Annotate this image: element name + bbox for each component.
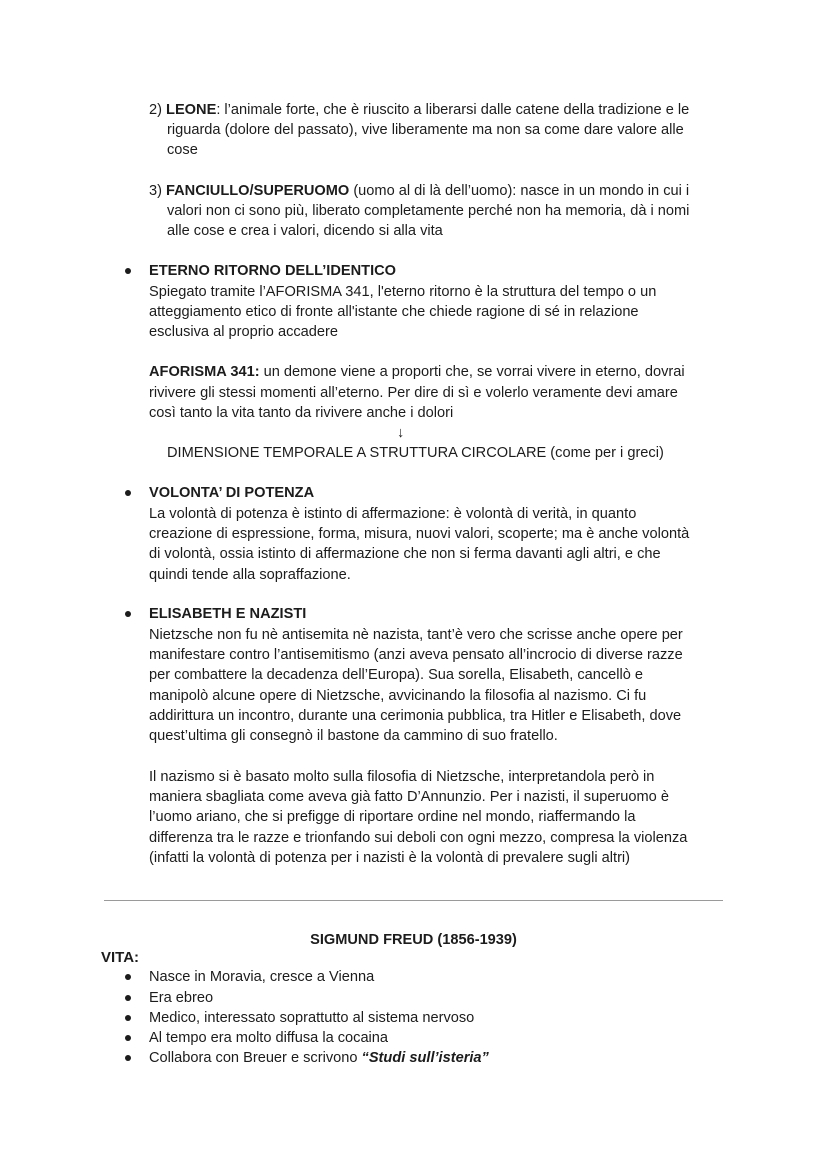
freud-item-4: Al tempo era molto diffusa la cocaina [149,1030,389,1046]
bullet-icon [125,268,131,274]
fanciullo-line-2: valori non ci sono più, liberato completamente perché non ha memoria, dà i nomi [167,203,690,219]
volonta-heading: VOLONTA’ DI POTENZA [149,485,315,501]
leone-line-3: cose [167,142,198,158]
bullet-icon [125,490,131,496]
bullet-icon [125,611,131,617]
freud-title: SIGMUND FREUD (1856-1939) [310,932,517,948]
freud-item-1: Nasce in Moravia, cresce a Vienna [149,969,375,985]
elisabeth-p1-line-3: per combattere la decadenza dell’Europa). Sua sorella, Elisabeth, cancellò e [149,667,644,683]
leone-line-2: riguarda (dolore del passato), vive liberamente ma non sa come dare valore alle [167,122,684,138]
eterno-line-3: esclusiva al proprio accadere [149,324,339,340]
elisabeth-p1-line-2: manifestare contro l’antisemitismo (anzi aveva pensato all’incrocio di diverse razze [149,647,683,663]
fanciullo-line-1: 3) FANCIULLO/SUPERUOMO (uomo al di là dell’uomo): nasce in un mondo in cui i [149,183,690,199]
freud-item-2: Era ebreo [149,990,214,1006]
fanciullo-title: FANCIULLO/SUPERUOMO [166,183,350,199]
elisabeth-p1-line-1: Nietzsche non fu nè antisemita nè nazista, tant’è vero che scrisse anche opere per [149,627,683,643]
elisabeth-heading: ELISABETH E NAZISTI [149,606,307,622]
down-arrow-icon: ↓ [397,425,405,441]
dimensione-line: DIMENSIONE TEMPORALE A STRUTTURA CIRCOLARE (come per i greci) [167,445,664,461]
volonta-line-2: creazione di espressione, forma, misura, nuovi valori, scoperte; ma è anche volontà [149,526,690,542]
leone-title: LEONE [166,102,217,118]
elisabeth-p2-line-5: (infatti la volontà di potenza per i nazisti è la volontà di prevalere sugli altri) [149,850,631,866]
bullet-icon [125,974,131,980]
leone-line-1: 2) LEONE: l’animale forte, che è riuscito a liberarsi dalle catene della tradizione e le [149,102,690,118]
elisabeth-p1-line-5: addirittura un incontro, durante una cerimonia pubblica, tra Hitler e Elisabeth, dove [149,708,682,724]
elisabeth-p2-line-2: maniera sbagliata come aveva già fatto D’Annunzio. Per i nazisti, il superuomo è [149,789,669,805]
bullet-icon [125,995,131,1001]
elisabeth-p2-line-1: Il nazismo si è basato molto sulla filosofia di Nietzsche, interpretandola però in [149,769,655,785]
horizontal-divider [104,900,723,901]
bullet-icon [125,1015,131,1021]
volonta-line-1: La volontà di potenza è istinto di affermazione: è volontà di verità, in quanto [149,506,637,522]
volonta-line-3: di volontà, ossia istinto di affermazione che non si ferma davanti agli altri, e che [149,546,661,562]
elisabeth-p1-line-6: quest’ultima gli consegnò il bastone da cammino di suo fratello. [149,728,558,744]
freud-item-5: Collabora con Breuer e scrivono “Studi sull’isteria” [149,1050,489,1066]
volonta-line-4: quindi tende alla sopraffazione. [149,567,351,583]
bullet-icon [125,1055,131,1061]
aforisma-label: AFORISMA 341: [149,364,260,380]
aforisma-line-3: così tanto la vita tanto da rivivere anche i dolori [149,405,454,421]
eterno-line-2: atteggiamento etico di fronte all'istante che chiede ragione di sé in relazione [149,304,639,320]
fanciullo-line-3: alle cose e crea i valori, dicendo si alla vita [167,223,443,239]
vita-label: VITA: [101,949,140,966]
aforisma-line-2: rivivere gli stessi momenti all’eterno. Per dire di sì e volerlo veramente devi amare [149,385,678,401]
elisabeth-p1-line-4: manipolò alcune opere di Nietzsche, avvicinando la filosofia al nazismo. Ci fu [149,688,647,704]
studi-title: “Studi sull’isteria” [361,1050,489,1066]
bullet-icon [125,1035,131,1041]
elisabeth-p2-line-3: l’uomo ariano, che si prefigge di riportare ordine nel mondo, riaffermando la [149,809,636,825]
elisabeth-p2-line-4: differenza tra le razze e trionfando sui deboli con ogni mezzo, compresa la violenza [149,830,688,846]
eterno-line-1: Spiegato tramite l’AFORISMA 341, l'eterno ritorno è la struttura del tempo o un [149,284,657,300]
eterno-heading: ETERNO RITORNO DELL’IDENTICO [149,263,397,279]
freud-item-3: Medico, interessato soprattutto al sistema nervoso [149,1010,475,1026]
aforisma-line-1: AFORISMA 341: un demone viene a proporti che, se vorrai vivere in eterno, dovrai [149,364,685,380]
